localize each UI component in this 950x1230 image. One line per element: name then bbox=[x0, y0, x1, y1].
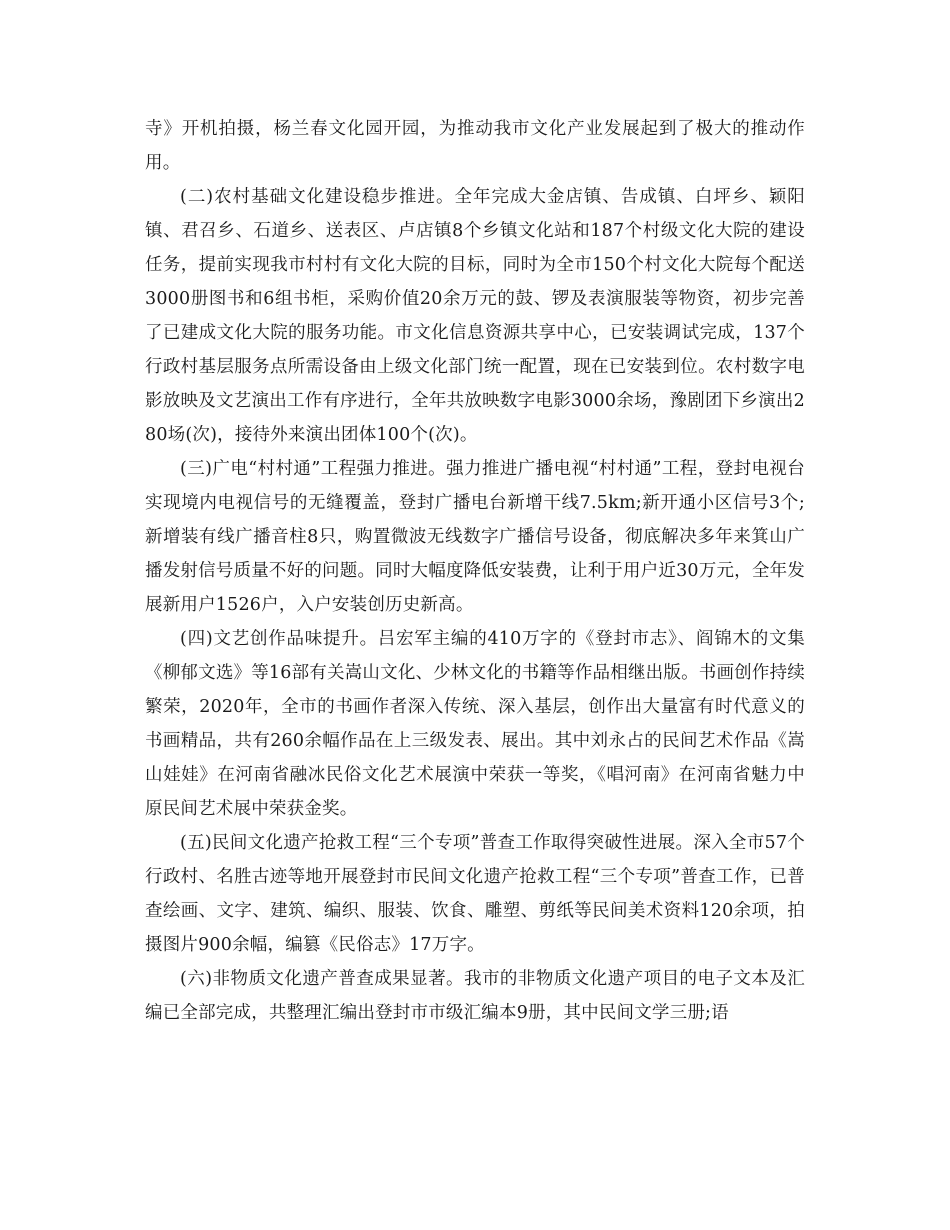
paragraph-continuation: 寺》开机拍摄，杨兰春文化园开园，为推动我市文化产业发展起到了极大的推动作用。 bbox=[145, 119, 805, 173]
paragraph-folk-heritage: (五)民间文化遗产抢救工程“三个专项”普查工作取得突破性进展。深入全市57个行政村、名胜古迹等地开展登封市民间文化遗产抢救工程“三个专项”普查工作，已普查绘画、文字、建筑、编织、服装、饮食、雕塑、剪纸等民间美术资料120余项，拍摄图片900余幅，编篡《民俗志》17万字。 bbox=[145, 833, 805, 955]
document-body bbox=[145, 112, 805, 1030]
paragraph-rural-culture: (二)农村基础文化建设稳步推进。全年完成大金店镇、告成镇、白坪乡、颖阳镇、君召乡、石道乡、送表区、卢店镇8个乡镇文化站和187个村级文化大院的建设任务，提前实现我市村村有文化大院的目标，同时为全市150个村文化大院每个配送3000册图书和6组书柜，采购价值20余万元的鼓、锣及表演服装等物资，初步完善了已建成文化大院的服务功能。市文化信息资源共享中心，已安装调试完成，137个行政村基层服务点所需设备由上级文化部门统一配置，现在已安装到位。农村数字电影放映及文艺演出工作有序进行，全年共放映数字电影3000余场，豫剧团下乡演出280场(次)，接待外来演出团体100个(次)。 bbox=[145, 187, 805, 445]
paragraph-intangible-heritage: (六)非物质文化遗产普查成果显著。我市的非物质文化遗产项目的电子文本及汇编已全部完成，共整理汇编出登封市市级汇编本9册，其中民间文学三册;语 bbox=[145, 969, 805, 1023]
paragraph-broadcast: (三)广电“村村通”工程强力推进。强力推进广播电视“村村通”工程，登封电视台实现境内电视信号的无缝覆盖，登封广播电台新增干线7.5km;新开通小区信号3个;新增装有线广播音柱8只，购置微波无线数字广播信号设备，彻底解决多年来箕山广播发射信号质量不好的问题。同时大幅度降低安装费，让利于用户近30万元，全年发展新用户1526户，入户安装创历史新高。 bbox=[145, 459, 805, 615]
paragraph-literary-works: (四)文艺创作品味提升。吕宏军主编的410万字的《登封市志》、阎锦木的文集《柳郁文选》等16部有关嵩山文化、少林文化的书籍等作品相继出版。书画创作持续繁荣，2020年，全市的书画作者深入传统、深入基层，创作出大量富有时代意义的书画精品，共有260余幅作品在上三级发表、展出。其中刘永占的民间艺术作品《嵩山娃娃》在河南省融冰民俗文化艺术展演中荣获一等奖，《唱河南》在河南省魅力中原民间艺术展中荣获金奖。 bbox=[145, 629, 805, 819]
